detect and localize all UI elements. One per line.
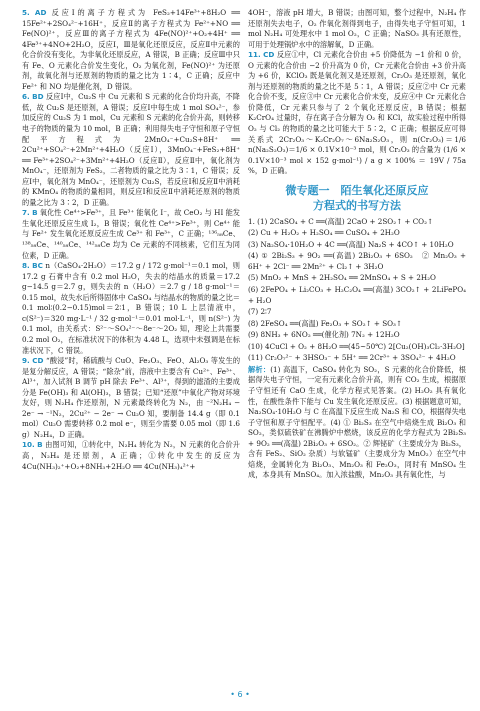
answer-letters: BC [32,261,43,271]
answer-paragraph [22,208,240,261]
equation-line: (7) 2∶7 [248,307,272,317]
explanation-text: 反应Ⅰ中，Cu₂S 中 Cu 元素和 S 元素的化合价均升高，不降低，故 Cu₂S 是还原剂，A 错误；反应Ⅰ中每生成 1 mol SO₄²⁻，参加反应的 Cu₂S 为 1 mol，Cu 元素和 S 元素的化合价升高，则转移电子的物质的量为 10 mol，B 正确；利用得失电子守恒和原子守恒配平方程式为 2MnO₄⁻+Cu₂S+8H⁺ ══ 2Cu²⁺+SO₄²⁻+2Mn²⁺+4H₂O（反应Ⅰ），3MnO₄⁻+FeS₂+8H⁺ ══ Fe³⁺+2SO₄²⁻+3Mn²⁺+4H₂O（反应Ⅱ），反应Ⅱ中，氧化剂为 MnO₄⁻，还原剂为 FeS₂，二者物质的量之比为 3∶1，C 错误；反应Ⅰ中，氧化剂为 MnO₄⁻，还原剂为 Cu₂S，若反应Ⅰ和反应Ⅱ中消耗的 KMnO₄ 的物质的量相同，则反应Ⅰ和反应Ⅱ中消耗还原剂的物质的量之比为 3∶2，D 正确。 [22,92,240,207]
analysis-paragraph [248,365,466,481]
equation-line: (6) 2FePO₄ + Li₂CO₃ + H₂C₂O₄ ══(高温) 3CO₂↑ + 2LiFePO₄ + H₂O [248,285,466,305]
answer-paragraph [22,92,240,208]
question-number: 8. [22,261,30,271]
question-number: 5. [22,8,30,17]
question-number: 9. [22,356,30,366]
answer-paragraph [248,8,466,50]
explanation-text: 反应①中，Cl 元素化合价由 +5 价降低为 −1 价和 0 价，O 元素的化合价由 −2 价升高为 0 价，Cr 元素化合价由 +3 价升高为 +6 价，KClO₃ 既是氧化剂又是还原剂，Cr₂O₃ 是还原剂，氧化剂与还原剂的物质的量之比不是 5∶1，A 错误；反应②中 Cr 元素化合价不变，反应③中 Cr 元素化合价未变，反应④中 Cr 元素化合价降低，Cr 元素只参与了 2 个氧化还原反应，B 错误；根据 K₂CrO₄ 过量时，存在离子合分解为 O₂ 和 KCl，故实验过程中所得 O₂ 与 Cl₂ 的物质的量之比可能大于 5∶2，C 正确；根据反应可得关系式 2Cr₂O₃～K₂Cr₂O₇～6Na₂S₂O₃，则 n(Cr₂O₃)＝1/6 n(Na₂S₂O₃)＝1/6 × 0.1V×10⁻³ mol，则 Cr₂O₃ 的含量为 (1/6 × 0.1V×10⁻³ mol × 152 g·mol⁻¹) / a g × 100% ＝ 19V / 75a %，D 正确。 [248,50,466,176]
equation-line: (3) Na₂SO₄·10H₂O + 4C ══(高温) Na₂S + 4CO↑ + 10H₂O [248,239,454,249]
section-subtitle: 方程式的书写方法 [313,198,401,212]
answer-letters: CD [32,356,44,366]
answer-letters: B [37,440,43,450]
right-column-top-text [248,8,466,177]
analysis-text: (1) 高温下，CaSO₄ 转化为 SO₂，S 元素的化合价降低，根据得失电子守恒，一定有元素化合价升高，则有 CO₂ 生成，根据原子守恒还有 CaO 生成，化学方程式见答案。(2) H₂O₂ 具有氧化性，在酸性条件下能与 Cu 发生氧化还原反应。(3) 根据题意可知，Na₂SO₄·10H₂O 与 C 在高温下反应生成 Na₂S 和 CO，根据得失电子守恒和原子守恒配平。(4) ① Bi₂S₃ 在空气中焙烧生成 Bi₂O₃ 和 SO₂，类似硫铁矿在沸腾炉中燃烧，该反应的化学方程式为 2Bi₂S₃ + 9O₂ ══(高温) 2Bi₂O₃ + 6SO₂。② 辉铋矿（主要成分为 Bi₂S₃，含有 FeS₂、SiO₂ 杂质）与软锰矿（主要成分为 MnO₂）在空气中焙烧，金属转化为 Bi₂O₃、Mn₂O₃ 和 Fe₂O₃，同时有 MnSO₄ 生成，本身具有 MnSO₄。加入浓盐酸，Mn₂O₃ 具有氧化性，与 [248,364,466,480]
section-heading [248,183,466,213]
right-column [248,8,466,481]
question-number: 11. [248,50,261,60]
question-number: 6. [22,92,30,102]
answer-paragraph [248,50,466,177]
equation-line: 1. (1) 2CaSO₄ + C ══(高温) 2CaO + 2SO₂↑ + CO₂↑ [248,216,433,226]
analysis-label: 解析： [248,364,271,374]
explanation-text: 氧化性 Ce⁴⁺>Fe³⁺，且 Fe³⁺ 能氧化 I⁻，故 CeO₂ 与 HI 能发生氧化还原反应生成 I₂，B 错误；氧化性 Ce⁴⁺>Fe³⁺，则 Ce⁴⁺ 能与 Fe²⁺ 发生氧化还原反应生成 Ce³⁺ 和 Fe³⁺，C 正确；¹³⁶₅₈Ce、¹³⁸₅₈Ce、¹⁴⁰₅₈Ce、¹⁴²₅₈Ce 均为 Ce 元素的不同核素，它们互为同位素，D 正确。 [22,208,240,260]
explanation-text: “酸浸”时，稀硫酸与 CuO、Fe₂O₃、FeO、Al₂O₃ 等发生的是复分解反应，A 错误；“除杂”前，溶液中主要含有 Cu²⁺、Fe³⁺、Al³⁺，加入试剂 B 调节 pH 除去 Fe³⁺、Al³⁺，得到的滤渣的主要成分是 Fe(OH)₃ 和 Al(OH)₃，B 错误；已知“还原”中氧化产物对环境友好，则 N₂H₄ 作还原剂，N 元素最终转化为 N₂，由 ⁻²N₂H₄ − 2e⁻ → ⁻¹N₂，2Cu²⁺ − 2e⁻ → Cu₂O 知，要制备 14.4 g（即 0.1 mol）Cu₂O 需要转移 0.2 mol e⁻，则至少需要 0.05 mol（即 1.6 g）N₂H₄，D 正确。 [22,356,241,439]
explanation-text: 反应Ⅰ的离子方程式为 FeS₂+14Fe³⁺+8H₂O ══ 15Fe²⁺+2SO₄²⁻+16H⁺，反应Ⅱ的离子方程式为 Fe²⁺+NO ══ Fe(NO)²⁺，反应Ⅲ的离子方程式为 4Fe(NO)²⁺+O₂+4H⁺ ══ 4Fe³⁺+4NO+2H₂O，反应Ⅰ，Ⅲ是氧化还原反应，反应Ⅱ中元素的化合价没有变化，为非氧化还原反应，A 错误，B 正确；反应Ⅲ中只有 Fe、O 元素化合价发生变化，O₂ 为氧化剂，Fe(NO)²⁺ 为还原剂，故氧化剂与还原剂的物质的量之比为 1∶4，C 正确；反应中 Fe²⁺ 和 NO 均是催化剂，D 错误。 [22,8,240,91]
equation-line: (4) ① 2Bi₂S₃ + 9O₂ ══(高温) 2Bi₂O₃ + 6SO₂ ② Mn₂O₃ + 6H⁺ + 2Cl⁻ ══ 2Mn²⁺ + Cl₂↑ + 3H₂O [248,251,466,271]
explanation-text: n（CaSO₄·2H₂O）＝17.2 g / 172 g·mol⁻¹＝0.1 mol，则 17.2 g 石膏中含有 0.2 mol H₂O，失去的结晶水的质量＝17.2 g−14.5 g＝2.7 g，则失去的 n（H₂O）＝2.7 g / 18 g·mol⁻¹＝0.15 mol，故失水后所得固体中 CaSO₄ 与结晶水的物质的量之比＝0.1 mol∶(0.2−0.15)mol＝2∶1，B 错误；10 L 上层清液中，c(S²⁻)＝320 mg·L⁻¹ / 32 g·mol⁻¹＝0.01 mol·L⁻¹，则 n(S²⁻) 为 0.1 mol，由关系式：S²⁻～SO₄²⁻～8e⁻～2O₂ 知，理论上共需要 0.2 mol O₂，在标准状况下的体积为 4.48 L，选项中未强调是在标准状况下，C 错误。 [22,261,240,355]
equation-list [248,217,466,364]
answer-letters: BD [32,92,44,102]
equation-line: (5) MnO₂ + MnS + 2H₂SO₄ ══ 2MnSO₄ + S + 2H₂O [248,273,436,283]
page-number: • 6 • [230,690,250,699]
equation-line: (10) 4CuCl + O₂ + 8H₂O ══(45~50℃) 2[Cu₂(OH)₃Cl₂·3H₂O] [248,341,465,351]
explanation-text: 4OH⁻，溶液 pH 增大，B 错误；由图可知，整个过程中，N₂H₄ 作还原剂失去电子，O₂ 作氧化剂得到电子，由得失电子守恒可知，1 mol N₂H₄ 可处理水中 1 mol O₂，C 正确；NaSO₃ 具有还原性，可用于处理锅炉水中的溶解氧，D 正确。 [248,8,466,49]
explanation-text: 由图可知，①转化中，N₂H₄ 转化为 N₂，N 元素的化合价升高，N₂H₄ 是还原剂，A 正确；①转化中发生的反应为 4Cu(NH₃)₂⁺+O₂+8NH₃+2H₂O ══ 4Cu(NH₃)₄²⁺+ [22,440,240,471]
answer-paragraph [22,356,240,440]
equation-line: (8) 2FeSO₄ ══(高温) Fe₂O₃ + SO₂↑ + SO₃↑ [248,318,402,328]
answer-paragraph [22,440,240,472]
left-column [22,8,240,472]
section-title: 微专题一 陌生氧化还原反应 [285,183,429,197]
answer-letters: B [32,208,38,218]
question-number: 10. [22,440,35,450]
answer-paragraph [22,261,240,356]
answer-letters: AD [34,8,47,17]
equation-line: (2) Cu + H₂O₂ + H₂SO₄ ══ CuSO₄ + 2H₂O [248,228,400,238]
equation-line: (11) Cr₂O₇²⁻ + 3HSO₃⁻ + 5H⁺ ══ 2Cr³⁺ + 3SO₄²⁻ + 4H₂O [248,353,456,363]
equation-line: (9) 8NH₃ + 6NO₂ ══(催化剂) 7N₂ + 12H₂O [248,330,400,340]
answer-paragraph [22,8,240,92]
answer-letters: CD [263,50,275,60]
question-number: 7. [22,208,30,218]
